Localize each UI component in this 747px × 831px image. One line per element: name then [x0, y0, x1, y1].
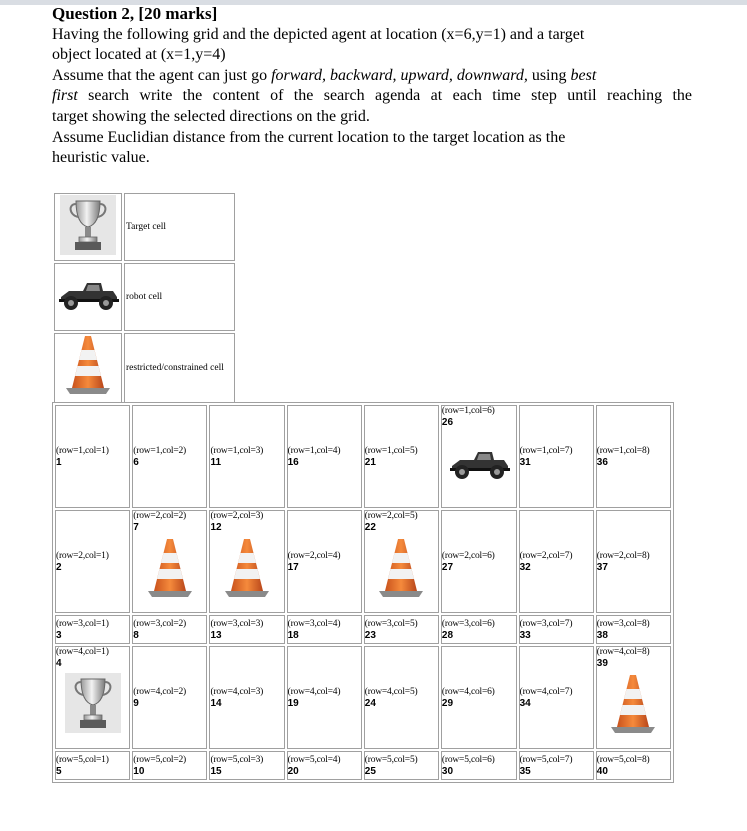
grid-cell	[55, 405, 130, 508]
grid-cell	[209, 646, 284, 749]
cell-label: (row=2,col=5)	[364, 511, 418, 521]
cell-number: 8	[133, 629, 139, 641]
cell-number: 28	[441, 629, 454, 641]
cell-number: 35	[519, 765, 531, 777]
question-line: object located at (x=1,y=4)	[52, 46, 226, 64]
question-line: Having the following grid and the depicted agent at location (x=6,y=1) and a target	[52, 25, 585, 43]
cell-number: 19	[287, 697, 299, 709]
cell-label: (row=4,col=5)	[364, 686, 418, 697]
grid-cell	[441, 405, 517, 508]
question-line: heuristic value.	[52, 149, 150, 167]
grid-cell	[441, 615, 517, 644]
cell-label: (row=3,col=6)	[441, 618, 495, 629]
grid-cell	[287, 615, 362, 644]
legend-icon-cell	[54, 193, 122, 261]
car-icon	[446, 446, 512, 486]
cell-number: 33	[519, 629, 531, 641]
grid-cell	[132, 615, 207, 644]
cell-label: (row=1,col=4)	[287, 445, 341, 456]
cell-label: (row=3,col=5)	[364, 618, 418, 629]
legend-row	[54, 193, 235, 261]
trophy-icon	[65, 673, 121, 737]
grid-cell	[596, 405, 671, 508]
cell-number: 39	[596, 658, 608, 669]
grid-cell	[55, 615, 130, 644]
question-line	[52, 86, 692, 107]
cone-icon	[221, 537, 273, 605]
grid-cell	[364, 615, 439, 644]
grid-row	[55, 510, 671, 613]
grid-cell	[519, 751, 594, 780]
question-line	[52, 66, 692, 87]
cell-number: 27	[441, 561, 454, 573]
cell-label: (row=4,col=4)	[287, 686, 341, 697]
cell-label: (row=1,col=7)	[519, 445, 573, 456]
cell-number: 24	[364, 697, 376, 709]
question-title: Question 2, [20 marks]	[52, 4, 218, 23]
grid-cell	[55, 510, 130, 613]
cell-label: (row=5,col=2)	[133, 754, 186, 765]
grid-cell	[596, 615, 671, 644]
legend-icon-cell	[54, 333, 122, 403]
grid-cell	[132, 646, 207, 749]
cell-label: (row=5,col=6)	[441, 754, 495, 765]
grid-cell	[441, 751, 517, 780]
grid-cell	[364, 510, 439, 613]
grid-table	[52, 402, 674, 783]
legend-row	[54, 333, 235, 403]
cone-icon	[375, 537, 427, 605]
cell-number: 31	[519, 456, 531, 468]
cell-label: (row=4,col=2)	[133, 686, 186, 697]
grid-row	[55, 615, 671, 644]
cell-label: (row=3,col=1)	[56, 618, 109, 629]
question-emphasis: best	[570, 66, 597, 84]
cell-number: 18	[287, 629, 299, 641]
cell-number: 37	[596, 561, 608, 573]
cell-label: (row=5,col=7)	[519, 754, 573, 765]
cone-icon	[607, 673, 659, 741]
cell-label: (row=4,col=7)	[519, 686, 573, 697]
cell-label: (row=2,col=7)	[519, 550, 573, 561]
cell-label: (row=3,col=2)	[133, 618, 186, 629]
cell-number: 13	[210, 629, 222, 641]
legend-label: restricted/constrained cell	[124, 333, 235, 403]
grid-cell	[364, 646, 439, 749]
cell-number: 4	[56, 658, 62, 669]
question-text: Assume that the agent can just go	[52, 66, 272, 84]
cell-label: (row=1,col=6)	[441, 406, 495, 416]
cell-number: 34	[519, 697, 531, 709]
grid-cell	[519, 405, 594, 508]
cell-number: 20	[287, 765, 299, 777]
grid-cell	[209, 510, 284, 613]
cell-label: (row=2,col=6)	[441, 550, 495, 561]
trophy-icon	[60, 195, 116, 259]
cell-number: 14	[210, 697, 222, 709]
grid-cell	[287, 405, 362, 508]
cell-number: 6	[133, 456, 139, 468]
grid-cell	[55, 751, 130, 780]
cell-number: 29	[441, 697, 454, 709]
cell-number: 26	[441, 417, 454, 428]
cell-number: 11	[210, 456, 222, 468]
question-line: Assume Euclidian distance from the current location to the target location as the	[52, 128, 566, 146]
cell-number: 10	[133, 765, 145, 777]
question-text: search write the content of the search agenda at each time step until reaching the	[77, 87, 692, 105]
grid-cell	[55, 646, 130, 749]
question-text: using	[527, 66, 571, 84]
cell-number: 7	[133, 522, 139, 533]
cell-number: 22	[364, 522, 376, 533]
grid-cell	[287, 646, 362, 749]
cell-label: (row=3,col=7)	[519, 618, 573, 629]
cell-label: (row=4,col=1)	[56, 647, 109, 657]
legend-table	[52, 191, 237, 405]
grid-cell	[132, 405, 207, 508]
cell-label: (row=3,col=8)	[596, 618, 650, 629]
grid-cell	[441, 510, 517, 613]
legend-icon-cell	[54, 263, 122, 331]
cell-label: (row=3,col=4)	[287, 618, 341, 629]
cell-number: 25	[364, 765, 376, 777]
grid-row	[55, 646, 671, 749]
grid-cell	[209, 751, 284, 780]
cell-number: 16	[287, 456, 299, 468]
cell-number: 38	[596, 629, 608, 641]
grid-cell	[519, 646, 594, 749]
question-emphasis: forward, backward, upward, downward,	[271, 66, 528, 84]
cell-number: 15	[210, 765, 222, 777]
cone-icon	[62, 334, 114, 402]
grid-cell	[596, 751, 671, 780]
grid-row	[55, 751, 671, 780]
cell-label: (row=2,col=1)	[56, 550, 109, 561]
car-icon	[55, 277, 121, 317]
legend-label: robot cell	[124, 263, 235, 331]
cell-number: 30	[441, 765, 454, 777]
grid-cell	[364, 405, 439, 508]
cell-label: (row=5,col=3)	[210, 754, 264, 765]
cell-label: (row=1,col=2)	[133, 445, 186, 456]
cone-icon	[144, 537, 196, 605]
cell-number: 40	[596, 765, 608, 777]
cell-label: (row=1,col=5)	[364, 445, 418, 456]
cell-number: 17	[287, 561, 299, 573]
grid-row	[55, 405, 671, 508]
cell-label: (row=4,col=3)	[210, 686, 264, 697]
cell-number: 9	[133, 697, 139, 709]
cell-label: (row=2,col=2)	[133, 511, 186, 521]
question-line: target showing the selected directions on the grid.	[52, 107, 370, 125]
question-block	[52, 4, 692, 169]
cell-label: (row=5,col=5)	[364, 754, 418, 765]
grid-cell	[519, 510, 594, 613]
cell-label: (row=5,col=1)	[56, 754, 109, 765]
cell-label: (row=2,col=4)	[287, 550, 341, 561]
cell-label: (row=3,col=3)	[210, 618, 264, 629]
cell-number: 1	[56, 456, 62, 468]
cell-label: (row=4,col=6)	[441, 686, 495, 697]
grid-cell	[287, 510, 362, 613]
grid-cell	[209, 405, 284, 508]
grid-cell	[287, 751, 362, 780]
grid-cell	[132, 510, 207, 613]
grid-cell	[441, 646, 517, 749]
legend-row	[54, 263, 235, 331]
grid-cell	[209, 615, 284, 644]
grid-cell	[596, 510, 671, 613]
cell-label: (row=5,col=8)	[596, 754, 650, 765]
cell-label: (row=5,col=4)	[287, 754, 341, 765]
cell-number: 23	[364, 629, 376, 641]
question-emphasis: first	[52, 87, 78, 105]
grid-cell	[132, 751, 207, 780]
cell-number: 21	[364, 456, 376, 468]
cell-label: (row=4,col=8)	[596, 647, 650, 657]
cell-number: 5	[56, 765, 62, 777]
cell-number: 3	[56, 629, 62, 641]
cell-label: (row=2,col=3)	[210, 511, 264, 521]
cell-label: (row=1,col=8)	[596, 445, 650, 456]
cell-number: 12	[210, 522, 222, 533]
cell-label: (row=1,col=1)	[56, 445, 109, 456]
cell-number: 32	[519, 561, 531, 573]
grid-cell	[519, 615, 594, 644]
cell-number: 36	[596, 456, 608, 468]
cell-label: (row=1,col=3)	[210, 445, 264, 456]
cell-number: 2	[56, 561, 62, 573]
cell-label: (row=2,col=8)	[596, 550, 650, 561]
grid-cell	[364, 751, 439, 780]
grid-cell	[596, 646, 671, 749]
legend-label: Target cell	[124, 193, 235, 261]
